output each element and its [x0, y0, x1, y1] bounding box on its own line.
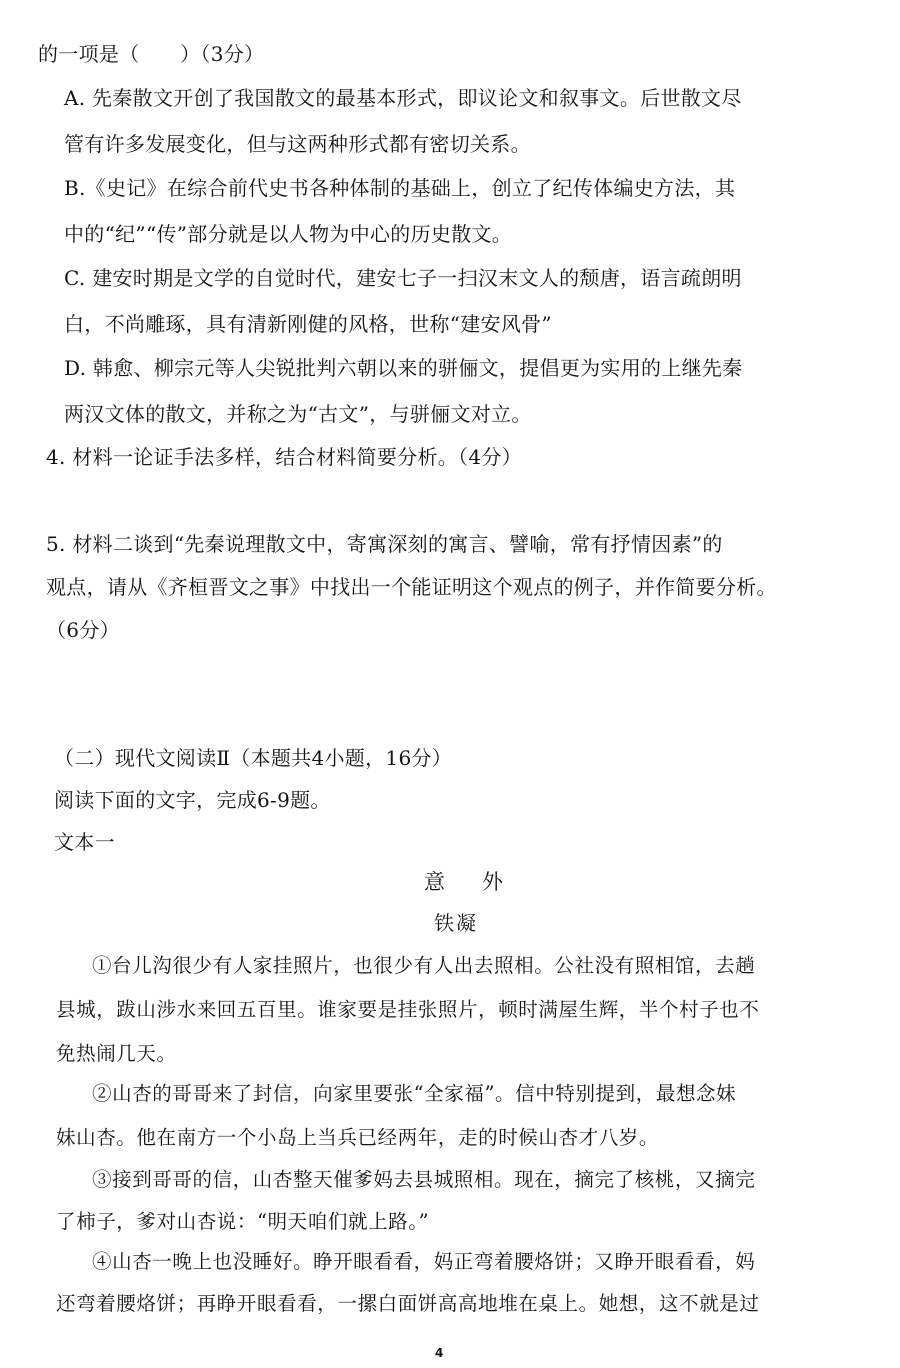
text-label: 文本一 [54, 830, 115, 854]
question-5-line1: 5. 材料二谈到“先秦说理散文中，寄寓深刻的寓言、譬喻，常有抒情因素”的 [46, 532, 723, 556]
q3-option-d-line2: 两汉文体的散文，并称之为“古文”，与骈俪文对立。 [64, 402, 532, 426]
story-paragraph-4-line2: 还弯着腰烙饼；再睁开眼看看，一摞白面饼高高地堆在桌上。她想，这不就是过 [56, 1292, 760, 1315]
story-paragraph-1-line1: ①台儿沟很少有人家挂照片，也很少有人出去照相。公社没有照相馆，去趟 [92, 954, 756, 977]
q3-option-c-line1: C. 建安时期是文学的自觉时代，建安七子一扫汉末文人的颓唐，语言疏朗明 [64, 266, 742, 290]
story-title: 意 外 [424, 870, 511, 894]
story-paragraph-4-line1: ④山杏一晚上也没睡好。睁开眼看看，妈正弯着腰烙饼；又睁开眼看看，妈 [92, 1250, 756, 1273]
q3-option-d-line1: D. 韩愈、柳宗元等人尖锐批判六朝以来的骈俪文，提倡更为实用的上继先秦 [64, 356, 743, 380]
q3-option-b-line2: 中的“纪”“传”部分就是以人物为中心的历史散文。 [64, 222, 513, 246]
page-number: 4 [435, 1346, 444, 1360]
story-paragraph-2-line1: ②山杏的哥哥来了封信，向家里要张“全家福”。信中特别提到，最想念妹 [92, 1082, 737, 1105]
q3-option-b-line1: B.《史记》在综合前代史书各种体制的基础上，创立了纪传体编史方法，其 [64, 176, 736, 200]
q3-stem-end: 的一项是（ ）（3分） [38, 42, 265, 66]
section-instruction: 阅读下面的文字，完成6-9题。 [54, 788, 331, 812]
story-paragraph-1-line2: 县城，跋山涉水来回五百里。谁家要是挂张照片，顿时满屋生辉，半个村子也不 [56, 998, 760, 1021]
story-paragraph-1-line3: 免热闹几天。 [56, 1042, 177, 1065]
story-author: 铁凝 [434, 911, 478, 935]
section-heading: （二）现代文阅读Ⅱ（本题共4小题，16分） [54, 746, 453, 770]
q3-option-a-line2: 管有许多发展变化，但与这两种形式都有密切关系。 [64, 132, 531, 156]
q3-option-c-line2: 白，不尚雕琢，具有清新刚健的风格，世称“建安风骨” [64, 312, 552, 336]
q3-option-a-line1: A. 先秦散文开创了我国散文的最基本形式，即议论文和叙事文。后世散文尽 [64, 86, 742, 110]
question-4: 4. 材料一论证手法多样，结合材料简要分析。（4分） [46, 445, 522, 469]
story-paragraph-2-line2: 妹山杏。他在南方一个小岛上当兵已经两年，走的时候山杏才八岁。 [56, 1126, 660, 1149]
story-paragraph-3-line1: ③接到哥哥的信，山杏整天催爹妈去县城照相。现在，摘完了核桃，又摘完 [92, 1168, 756, 1191]
story-paragraph-3-line2: 了柿子，爹对山杏说：“明天咱们就上路。” [56, 1210, 430, 1233]
question-5-line2: 观点，请从《齐桓晋文之事》中找出一个能证明这个观点的例子，并作简要分析。 [46, 575, 777, 599]
question-5-line3: （6分） [46, 618, 120, 642]
